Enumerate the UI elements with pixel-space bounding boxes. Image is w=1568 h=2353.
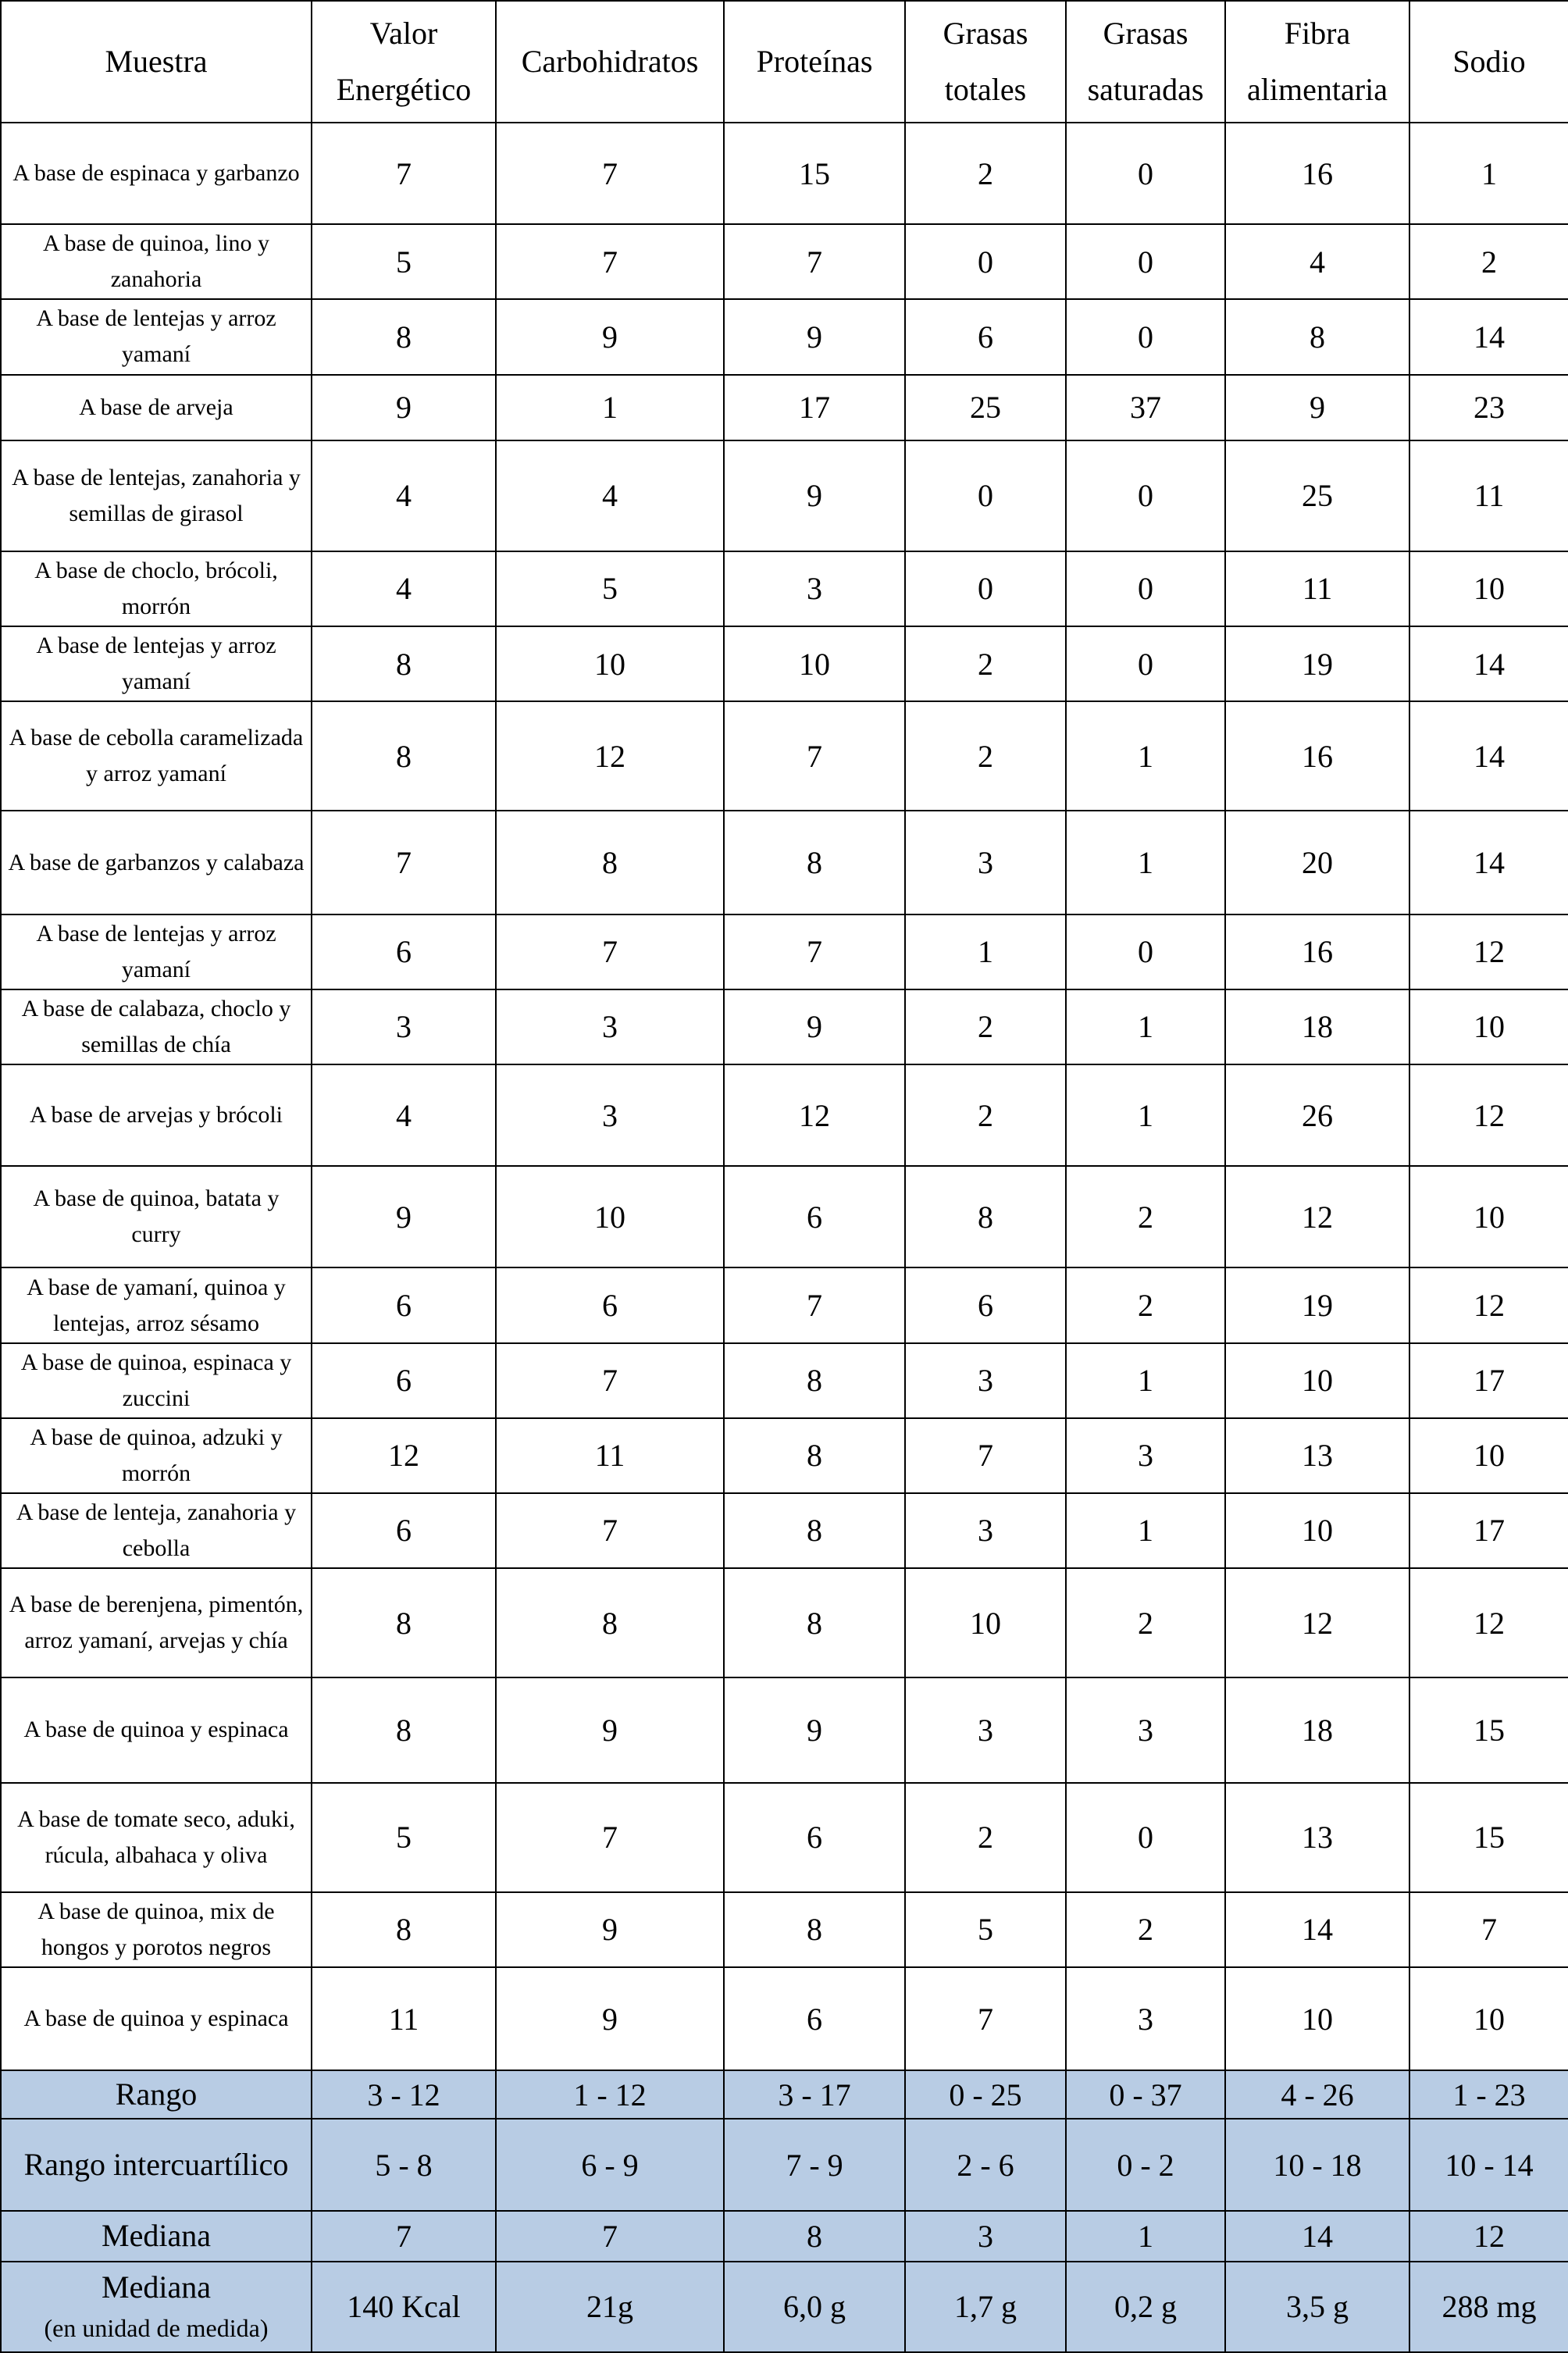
value-cell-proteinas: 15 — [724, 123, 905, 224]
summary-row-rango — [1, 2070, 1568, 2119]
value-cell-grasas-saturadas: 3 — [1066, 1677, 1225, 1782]
value-cell-sodio: 17 — [1409, 1493, 1568, 1568]
value-cell-valor-energetico: 8 — [312, 701, 496, 811]
value-cell-carbohidratos: 5 — [496, 551, 724, 626]
value-cell-carbohidratos: 3 — [496, 1064, 724, 1166]
table-row — [1, 123, 1568, 224]
value-cell-grasas-saturadas: 0 — [1066, 914, 1225, 989]
value-cell-sodio: 14 — [1409, 701, 1568, 811]
value-cell-grasas-saturadas: 1 — [1066, 1343, 1225, 1418]
value-cell-grasas-totales: 2 — [905, 1783, 1066, 1892]
value-cell-proteinas: 7 — [724, 1267, 905, 1342]
value-cell-fibra-alimentaria: 4 — [1225, 224, 1409, 299]
sample-name-cell: A base de quinoa, lino y zanahoria — [1, 224, 312, 299]
column-header-grasas-saturadas: Grasas saturadas — [1066, 1, 1225, 123]
value-cell-grasas-totales: 0 — [905, 440, 1066, 551]
value-cell-fibra-alimentaria: 13 — [1225, 1418, 1409, 1493]
value-cell-grasas-totales: 2 — [905, 626, 1066, 701]
table-row — [1, 1493, 1568, 1568]
value-cell-grasas-totales: 6 — [905, 1267, 1066, 1342]
summary-value-sodio: 1 - 23 — [1409, 2070, 1568, 2119]
value-cell-proteinas: 10 — [724, 626, 905, 701]
sample-name-cell: A base de cebolla caramelizada y arroz yamaní — [1, 701, 312, 811]
summary-value-carbohidratos: 1 - 12 — [496, 2070, 724, 2119]
sample-name-cell: A base de lenteja, zanahoria y cebolla — [1, 1493, 312, 1568]
value-cell-sodio: 12 — [1409, 1064, 1568, 1166]
value-cell-grasas-totales: 10 — [905, 1568, 1066, 1677]
value-cell-sodio: 11 — [1409, 440, 1568, 551]
value-cell-fibra-alimentaria: 16 — [1225, 123, 1409, 224]
value-cell-fibra-alimentaria: 16 — [1225, 914, 1409, 989]
value-cell-carbohidratos: 7 — [496, 1783, 724, 1892]
value-cell-valor-energetico: 8 — [312, 299, 496, 374]
value-cell-grasas-totales: 2 — [905, 1064, 1066, 1166]
value-cell-carbohidratos: 9 — [496, 1967, 724, 2070]
sample-name-cell: A base de quinoa, mix de hongos y porotos negros — [1, 1892, 312, 1967]
column-header-valor-energetico: Valor Energético — [312, 1, 496, 123]
value-cell-fibra-alimentaria: 16 — [1225, 701, 1409, 811]
value-cell-fibra-alimentaria: 10 — [1225, 1967, 1409, 2070]
value-cell-valor-energetico: 4 — [312, 440, 496, 551]
summary-value-proteinas: 8 — [724, 2211, 905, 2261]
table-row — [1, 299, 1568, 374]
table-row — [1, 1418, 1568, 1493]
value-cell-valor-energetico: 9 — [312, 375, 496, 440]
value-cell-grasas-saturadas: 1 — [1066, 989, 1225, 1064]
sample-name-cell: A base de lentejas, zanahoria y semillas de girasol — [1, 440, 312, 551]
sample-name-cell: A base de quinoa y espinaca — [1, 1967, 312, 2070]
summary-label: Rango — [115, 2077, 198, 2112]
summary-row-rango-intercuartilico — [1, 2119, 1568, 2211]
sample-name-cell: A base de arveja — [1, 375, 312, 440]
value-cell-valor-energetico: 4 — [312, 551, 496, 626]
sample-name-cell: A base de lentejas y arroz yamaní — [1, 299, 312, 374]
value-cell-grasas-totales: 0 — [905, 551, 1066, 626]
value-cell-fibra-alimentaria: 9 — [1225, 375, 1409, 440]
summary-value-sodio: 288 mg — [1409, 2262, 1568, 2352]
summary-value-grasas-totales: 1,7 g — [905, 2262, 1066, 2352]
column-header-fibra-alimentaria: Fibra alimentaria — [1225, 1, 1409, 123]
value-cell-proteinas: 6 — [724, 1783, 905, 1892]
value-cell-carbohidratos: 1 — [496, 375, 724, 440]
summary-value-sodio: 12 — [1409, 2211, 1568, 2261]
table-row — [1, 224, 1568, 299]
value-cell-fibra-alimentaria: 10 — [1225, 1343, 1409, 1418]
table-row — [1, 1267, 1568, 1342]
value-cell-carbohidratos: 3 — [496, 989, 724, 1064]
summary-value-grasas-saturadas: 0 - 2 — [1066, 2119, 1225, 2211]
value-cell-proteinas: 12 — [724, 1064, 905, 1166]
value-cell-sodio: 17 — [1409, 1343, 1568, 1418]
value-cell-sodio: 12 — [1409, 914, 1568, 989]
summary-label: Mediana — [102, 2218, 211, 2254]
value-cell-proteinas: 3 — [724, 551, 905, 626]
value-cell-grasas-saturadas: 0 — [1066, 224, 1225, 299]
value-cell-grasas-totales: 5 — [905, 1892, 1066, 1967]
summary-value-grasas-saturadas: 1 — [1066, 2211, 1225, 2261]
column-header-proteinas: Proteínas — [724, 1, 905, 123]
table-row — [1, 914, 1568, 989]
value-cell-carbohidratos: 9 — [496, 1677, 724, 1782]
summary-label-cell — [1, 2119, 312, 2211]
sample-name-cell: A base de arvejas y brócoli — [1, 1064, 312, 1166]
value-cell-grasas-totales: 2 — [905, 701, 1066, 811]
value-cell-grasas-saturadas: 2 — [1066, 1568, 1225, 1677]
value-cell-sodio: 14 — [1409, 626, 1568, 701]
value-cell-fibra-alimentaria: 18 — [1225, 1677, 1409, 1782]
value-cell-grasas-saturadas: 0 — [1066, 1783, 1225, 1892]
sample-name-cell: A base de quinoa, espinaca y zuccini — [1, 1343, 312, 1418]
value-cell-carbohidratos: 9 — [496, 1892, 724, 1967]
value-cell-carbohidratos: 9 — [496, 299, 724, 374]
value-cell-grasas-saturadas: 0 — [1066, 551, 1225, 626]
value-cell-grasas-totales: 3 — [905, 1677, 1066, 1782]
column-header-carbohidratos: Carbohidratos — [496, 1, 724, 123]
value-cell-sodio: 15 — [1409, 1677, 1568, 1782]
value-cell-fibra-alimentaria: 14 — [1225, 1892, 1409, 1967]
value-cell-valor-energetico: 7 — [312, 123, 496, 224]
summary-row-mediana — [1, 2211, 1568, 2261]
value-cell-fibra-alimentaria: 19 — [1225, 626, 1409, 701]
table-row — [1, 1568, 1568, 1677]
summary-value-fibra-alimentaria: 10 - 18 — [1225, 2119, 1409, 2211]
value-cell-fibra-alimentaria: 20 — [1225, 811, 1409, 914]
summary-value-proteinas: 6,0 g — [724, 2262, 905, 2352]
value-cell-carbohidratos: 10 — [496, 626, 724, 701]
value-cell-fibra-alimentaria: 10 — [1225, 1493, 1409, 1568]
value-cell-proteinas: 8 — [724, 1493, 905, 1568]
value-cell-grasas-totales: 2 — [905, 989, 1066, 1064]
summary-value-valor-energetico: 7 — [312, 2211, 496, 2261]
value-cell-valor-energetico: 6 — [312, 1493, 496, 1568]
value-cell-grasas-totales: 0 — [905, 224, 1066, 299]
column-header-sodio: Sodio — [1409, 1, 1568, 123]
summary-value-grasas-saturadas: 0 - 37 — [1066, 2070, 1225, 2119]
table-row — [1, 1677, 1568, 1782]
value-cell-proteinas: 8 — [724, 811, 905, 914]
value-cell-sodio: 12 — [1409, 1568, 1568, 1677]
value-cell-valor-energetico: 8 — [312, 626, 496, 701]
table-row — [1, 1892, 1568, 1967]
table-body — [1, 123, 1568, 2352]
value-cell-valor-energetico: 12 — [312, 1418, 496, 1493]
sample-name-cell: A base de quinoa, adzuki y morrón — [1, 1418, 312, 1493]
summary-row-mediana-unidad — [1, 2262, 1568, 2352]
summary-value-sodio: 10 - 14 — [1409, 2119, 1568, 2211]
value-cell-grasas-saturadas: 2 — [1066, 1892, 1225, 1967]
value-cell-proteinas: 8 — [724, 1892, 905, 1967]
value-cell-valor-energetico: 6 — [312, 1343, 496, 1418]
value-cell-fibra-alimentaria: 8 — [1225, 299, 1409, 374]
value-cell-proteinas: 8 — [724, 1418, 905, 1493]
value-cell-carbohidratos: 7 — [496, 1343, 724, 1418]
sample-name-cell: A base de lentejas y arroz yamaní — [1, 914, 312, 989]
sample-name-cell: A base de yamaní, quinoa y lentejas, arroz sésamo — [1, 1267, 312, 1342]
value-cell-carbohidratos: 12 — [496, 701, 724, 811]
summary-value-fibra-alimentaria: 3,5 g — [1225, 2262, 1409, 2352]
value-cell-grasas-saturadas: 0 — [1066, 123, 1225, 224]
value-cell-sodio: 7 — [1409, 1892, 1568, 1967]
summary-value-grasas-totales: 3 — [905, 2211, 1066, 2261]
value-cell-carbohidratos: 10 — [496, 1166, 724, 1267]
summary-value-proteinas: 3 - 17 — [724, 2070, 905, 2119]
value-cell-sodio: 10 — [1409, 1166, 1568, 1267]
value-cell-grasas-totales: 7 — [905, 1418, 1066, 1493]
value-cell-sodio: 14 — [1409, 811, 1568, 914]
table-row — [1, 989, 1568, 1064]
value-cell-sodio: 15 — [1409, 1783, 1568, 1892]
value-cell-carbohidratos: 7 — [496, 914, 724, 989]
value-cell-fibra-alimentaria: 13 — [1225, 1783, 1409, 1892]
table-row — [1, 1343, 1568, 1418]
value-cell-sodio: 10 — [1409, 989, 1568, 1064]
column-header-muestra: Muestra — [1, 1, 312, 123]
value-cell-valor-energetico: 8 — [312, 1677, 496, 1782]
value-cell-grasas-totales: 6 — [905, 299, 1066, 374]
value-cell-grasas-totales: 25 — [905, 375, 1066, 440]
value-cell-grasas-saturadas: 3 — [1066, 1418, 1225, 1493]
summary-value-grasas-saturadas: 0,2 g — [1066, 2262, 1225, 2352]
value-cell-carbohidratos: 8 — [496, 1568, 724, 1677]
value-cell-proteinas: 17 — [724, 375, 905, 440]
table-header-row — [1, 1, 1568, 123]
value-cell-sodio: 10 — [1409, 1967, 1568, 2070]
summary-value-carbohidratos: 6 - 9 — [496, 2119, 724, 2211]
value-cell-grasas-saturadas: 1 — [1066, 1493, 1225, 1568]
value-cell-proteinas: 6 — [724, 1967, 905, 2070]
value-cell-valor-energetico: 5 — [312, 224, 496, 299]
value-cell-valor-energetico: 3 — [312, 989, 496, 1064]
value-cell-sodio: 10 — [1409, 551, 1568, 626]
summary-value-valor-energetico: 5 - 8 — [312, 2119, 496, 2211]
value-cell-proteinas: 7 — [724, 701, 905, 811]
value-cell-proteinas: 8 — [724, 1568, 905, 1677]
sample-name-cell: A base de espinaca y garbanzo — [1, 123, 312, 224]
value-cell-grasas-saturadas: 1 — [1066, 811, 1225, 914]
value-cell-carbohidratos: 4 — [496, 440, 724, 551]
value-cell-valor-energetico: 4 — [312, 1064, 496, 1166]
sample-name-cell: A base de quinoa y espinaca — [1, 1677, 312, 1782]
value-cell-valor-energetico: 6 — [312, 914, 496, 989]
table-row — [1, 551, 1568, 626]
value-cell-grasas-saturadas: 37 — [1066, 375, 1225, 440]
sample-name-cell: A base de quinoa, batata y curry — [1, 1166, 312, 1267]
value-cell-valor-energetico: 9 — [312, 1166, 496, 1267]
sample-name-cell: A base de berenjena, pimentón, arroz yamaní, arvejas y chía — [1, 1568, 312, 1677]
value-cell-fibra-alimentaria: 12 — [1225, 1166, 1409, 1267]
summary-value-proteinas: 7 - 9 — [724, 2119, 905, 2211]
table-row — [1, 375, 1568, 440]
value-cell-carbohidratos: 8 — [496, 811, 724, 914]
summary-value-carbohidratos: 7 — [496, 2211, 724, 2261]
table-row — [1, 626, 1568, 701]
value-cell-grasas-saturadas: 0 — [1066, 299, 1225, 374]
sample-name-cell: A base de lentejas y arroz yamaní — [1, 626, 312, 701]
value-cell-grasas-saturadas: 1 — [1066, 701, 1225, 811]
value-cell-proteinas: 7 — [724, 224, 905, 299]
value-cell-proteinas: 9 — [724, 440, 905, 551]
summary-value-carbohidratos: 21g — [496, 2262, 724, 2352]
summary-value-fibra-alimentaria: 4 - 26 — [1225, 2070, 1409, 2119]
value-cell-valor-energetico: 7 — [312, 811, 496, 914]
table-row — [1, 440, 1568, 551]
sample-name-cell: A base de garbanzos y calabaza — [1, 811, 312, 914]
value-cell-fibra-alimentaria: 26 — [1225, 1064, 1409, 1166]
value-cell-grasas-totales: 1 — [905, 914, 1066, 989]
summary-label-cell — [1, 2262, 312, 2352]
value-cell-grasas-totales: 7 — [905, 1967, 1066, 2070]
value-cell-grasas-saturadas: 2 — [1066, 1166, 1225, 1267]
value-cell-sodio: 14 — [1409, 299, 1568, 374]
value-cell-valor-energetico: 11 — [312, 1967, 496, 2070]
value-cell-proteinas: 7 — [724, 914, 905, 989]
value-cell-grasas-saturadas: 0 — [1066, 626, 1225, 701]
value-cell-valor-energetico: 5 — [312, 1783, 496, 1892]
summary-sublabel: (en unidad de medida) — [44, 2313, 269, 2342]
summary-value-valor-energetico: 140 Kcal — [312, 2262, 496, 2352]
summary-label: Mediana — [102, 2269, 211, 2305]
value-cell-sodio: 23 — [1409, 375, 1568, 440]
table-row — [1, 1783, 1568, 1892]
value-cell-carbohidratos: 11 — [496, 1418, 724, 1493]
sample-name-cell: A base de tomate seco, aduki, rúcula, albahaca y oliva — [1, 1783, 312, 1892]
column-header-grasas-totales: Grasas totales — [905, 1, 1066, 123]
value-cell-carbohidratos: 7 — [496, 123, 724, 224]
value-cell-grasas-totales: 8 — [905, 1166, 1066, 1267]
value-cell-valor-energetico: 8 — [312, 1892, 496, 1967]
value-cell-grasas-saturadas: 1 — [1066, 1064, 1225, 1166]
value-cell-valor-energetico: 6 — [312, 1267, 496, 1342]
value-cell-grasas-saturadas: 3 — [1066, 1967, 1225, 2070]
value-cell-fibra-alimentaria: 12 — [1225, 1568, 1409, 1677]
value-cell-proteinas: 9 — [724, 989, 905, 1064]
table-row — [1, 1064, 1568, 1166]
summary-label-cell — [1, 2070, 312, 2119]
table-row — [1, 811, 1568, 914]
summary-value-grasas-totales: 0 - 25 — [905, 2070, 1066, 2119]
value-cell-sodio: 1 — [1409, 123, 1568, 224]
value-cell-fibra-alimentaria: 25 — [1225, 440, 1409, 551]
value-cell-sodio: 2 — [1409, 224, 1568, 299]
summary-value-valor-energetico: 3 - 12 — [312, 2070, 496, 2119]
value-cell-proteinas: 9 — [724, 299, 905, 374]
value-cell-carbohidratos: 6 — [496, 1267, 724, 1342]
summary-value-fibra-alimentaria: 14 — [1225, 2211, 1409, 2261]
value-cell-fibra-alimentaria: 19 — [1225, 1267, 1409, 1342]
value-cell-grasas-totales: 3 — [905, 811, 1066, 914]
value-cell-carbohidratos: 7 — [496, 1493, 724, 1568]
value-cell-sodio: 10 — [1409, 1418, 1568, 1493]
value-cell-grasas-totales: 3 — [905, 1493, 1066, 1568]
summary-label-cell — [1, 2211, 312, 2261]
summary-value-grasas-totales: 2 - 6 — [905, 2119, 1066, 2211]
value-cell-sodio: 12 — [1409, 1267, 1568, 1342]
table-row — [1, 1166, 1568, 1267]
table-row — [1, 701, 1568, 811]
sample-name-cell: A base de choclo, brócoli, morrón — [1, 551, 312, 626]
value-cell-valor-energetico: 8 — [312, 1568, 496, 1677]
table-row — [1, 1967, 1568, 2070]
value-cell-fibra-alimentaria: 11 — [1225, 551, 1409, 626]
value-cell-carbohidratos: 7 — [496, 224, 724, 299]
value-cell-grasas-totales: 2 — [905, 123, 1066, 224]
value-cell-proteinas: 6 — [724, 1166, 905, 1267]
value-cell-grasas-totales: 3 — [905, 1343, 1066, 1418]
value-cell-fibra-alimentaria: 18 — [1225, 989, 1409, 1064]
value-cell-grasas-saturadas: 2 — [1066, 1267, 1225, 1342]
summary-label: Rango intercuartílico — [23, 2147, 289, 2183]
value-cell-proteinas: 8 — [724, 1343, 905, 1418]
sample-name-cell: A base de calabaza, choclo y semillas de chía — [1, 989, 312, 1064]
value-cell-proteinas: 9 — [724, 1677, 905, 1782]
value-cell-grasas-saturadas: 0 — [1066, 440, 1225, 551]
